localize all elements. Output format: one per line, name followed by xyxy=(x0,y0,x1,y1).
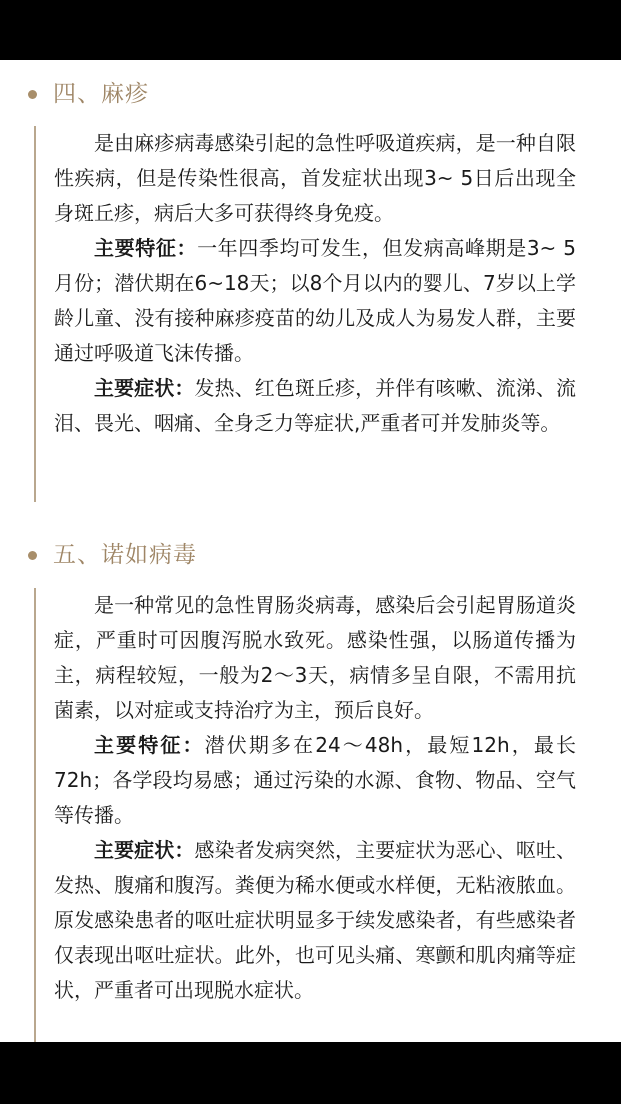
symptoms-label: 主要症状： xyxy=(94,838,195,862)
top-black-bar xyxy=(0,0,621,60)
section-body-norovirus xyxy=(34,588,576,1042)
symptoms-text: 感染者发病突然，主要症状为恶心、呕吐、发热、腹痛和腹泻。粪便为稀水便或水样便，无粘液脓血。原发感染患者的呕吐症状明显多于续发感染者，有些感染者仅表现出呕吐症状。此外，也可见头痛、寒颤和肌肉痛等症状，严重者可出现脱水症状。 xyxy=(54,838,577,1002)
symptoms-label: 主要症状： xyxy=(94,376,195,400)
features-text: 一年四季均可发生，但发病高峰期是3~ 5月份；潜伏期在6~18天；以8个月以内的婴儿、7岁以上学龄儿童、没有接种麻疹疫苗的幼儿及成人为易发人群，主要通过呼吸道飞沫传播。 xyxy=(54,236,576,365)
section-body-measles xyxy=(34,126,576,502)
features-paragraph xyxy=(36,231,576,371)
section-heading-measles xyxy=(28,77,149,111)
features-label: 主要特征： xyxy=(94,236,198,260)
bottom-black-bar xyxy=(0,1042,621,1104)
section-title: 五、诺如病毒 xyxy=(53,542,197,568)
symptoms-paragraph xyxy=(36,833,576,1008)
bullet-dot-icon xyxy=(28,551,37,560)
features-paragraph xyxy=(36,728,576,833)
section-heading-norovirus xyxy=(28,538,197,572)
intro-paragraph: 是一种常见的急性胃肠炎病毒，感染后会引起胃肠道炎症，严重时可因腹泻脱水致死。感染性强，以肠道传播为主，病程较短，一般为2～3天，病情多呈自限，不需用抗菌素，以对症或支持治疗为主，预后良好。 xyxy=(54,593,576,722)
bullet-dot-icon xyxy=(28,90,37,99)
section-title: 四、麻疹 xyxy=(53,81,149,107)
features-text: 潜伏期多在24～48h，最短12h，最长72h；各学段均易感；通过污染的水源、食物、物品、空气等传播。 xyxy=(54,733,577,827)
symptoms-text: 发热、红色斑丘疹，并伴有咳嗽、流涕、流泪、畏光、咽痛、全身乏力等症状,严重者可并发肺炎等。 xyxy=(54,376,577,435)
article-content[interactable] xyxy=(0,60,621,1042)
symptoms-paragraph xyxy=(36,371,576,441)
features-label: 主要特征： xyxy=(94,733,205,757)
intro-paragraph: 是由麻疹病毒感染引起的急性呼吸道疾病，是一种自限性疾病，但是传染性很高，首发症状出现3~ 5日后出现全身斑丘疹，病后大多可获得终身免疫。 xyxy=(54,131,576,225)
